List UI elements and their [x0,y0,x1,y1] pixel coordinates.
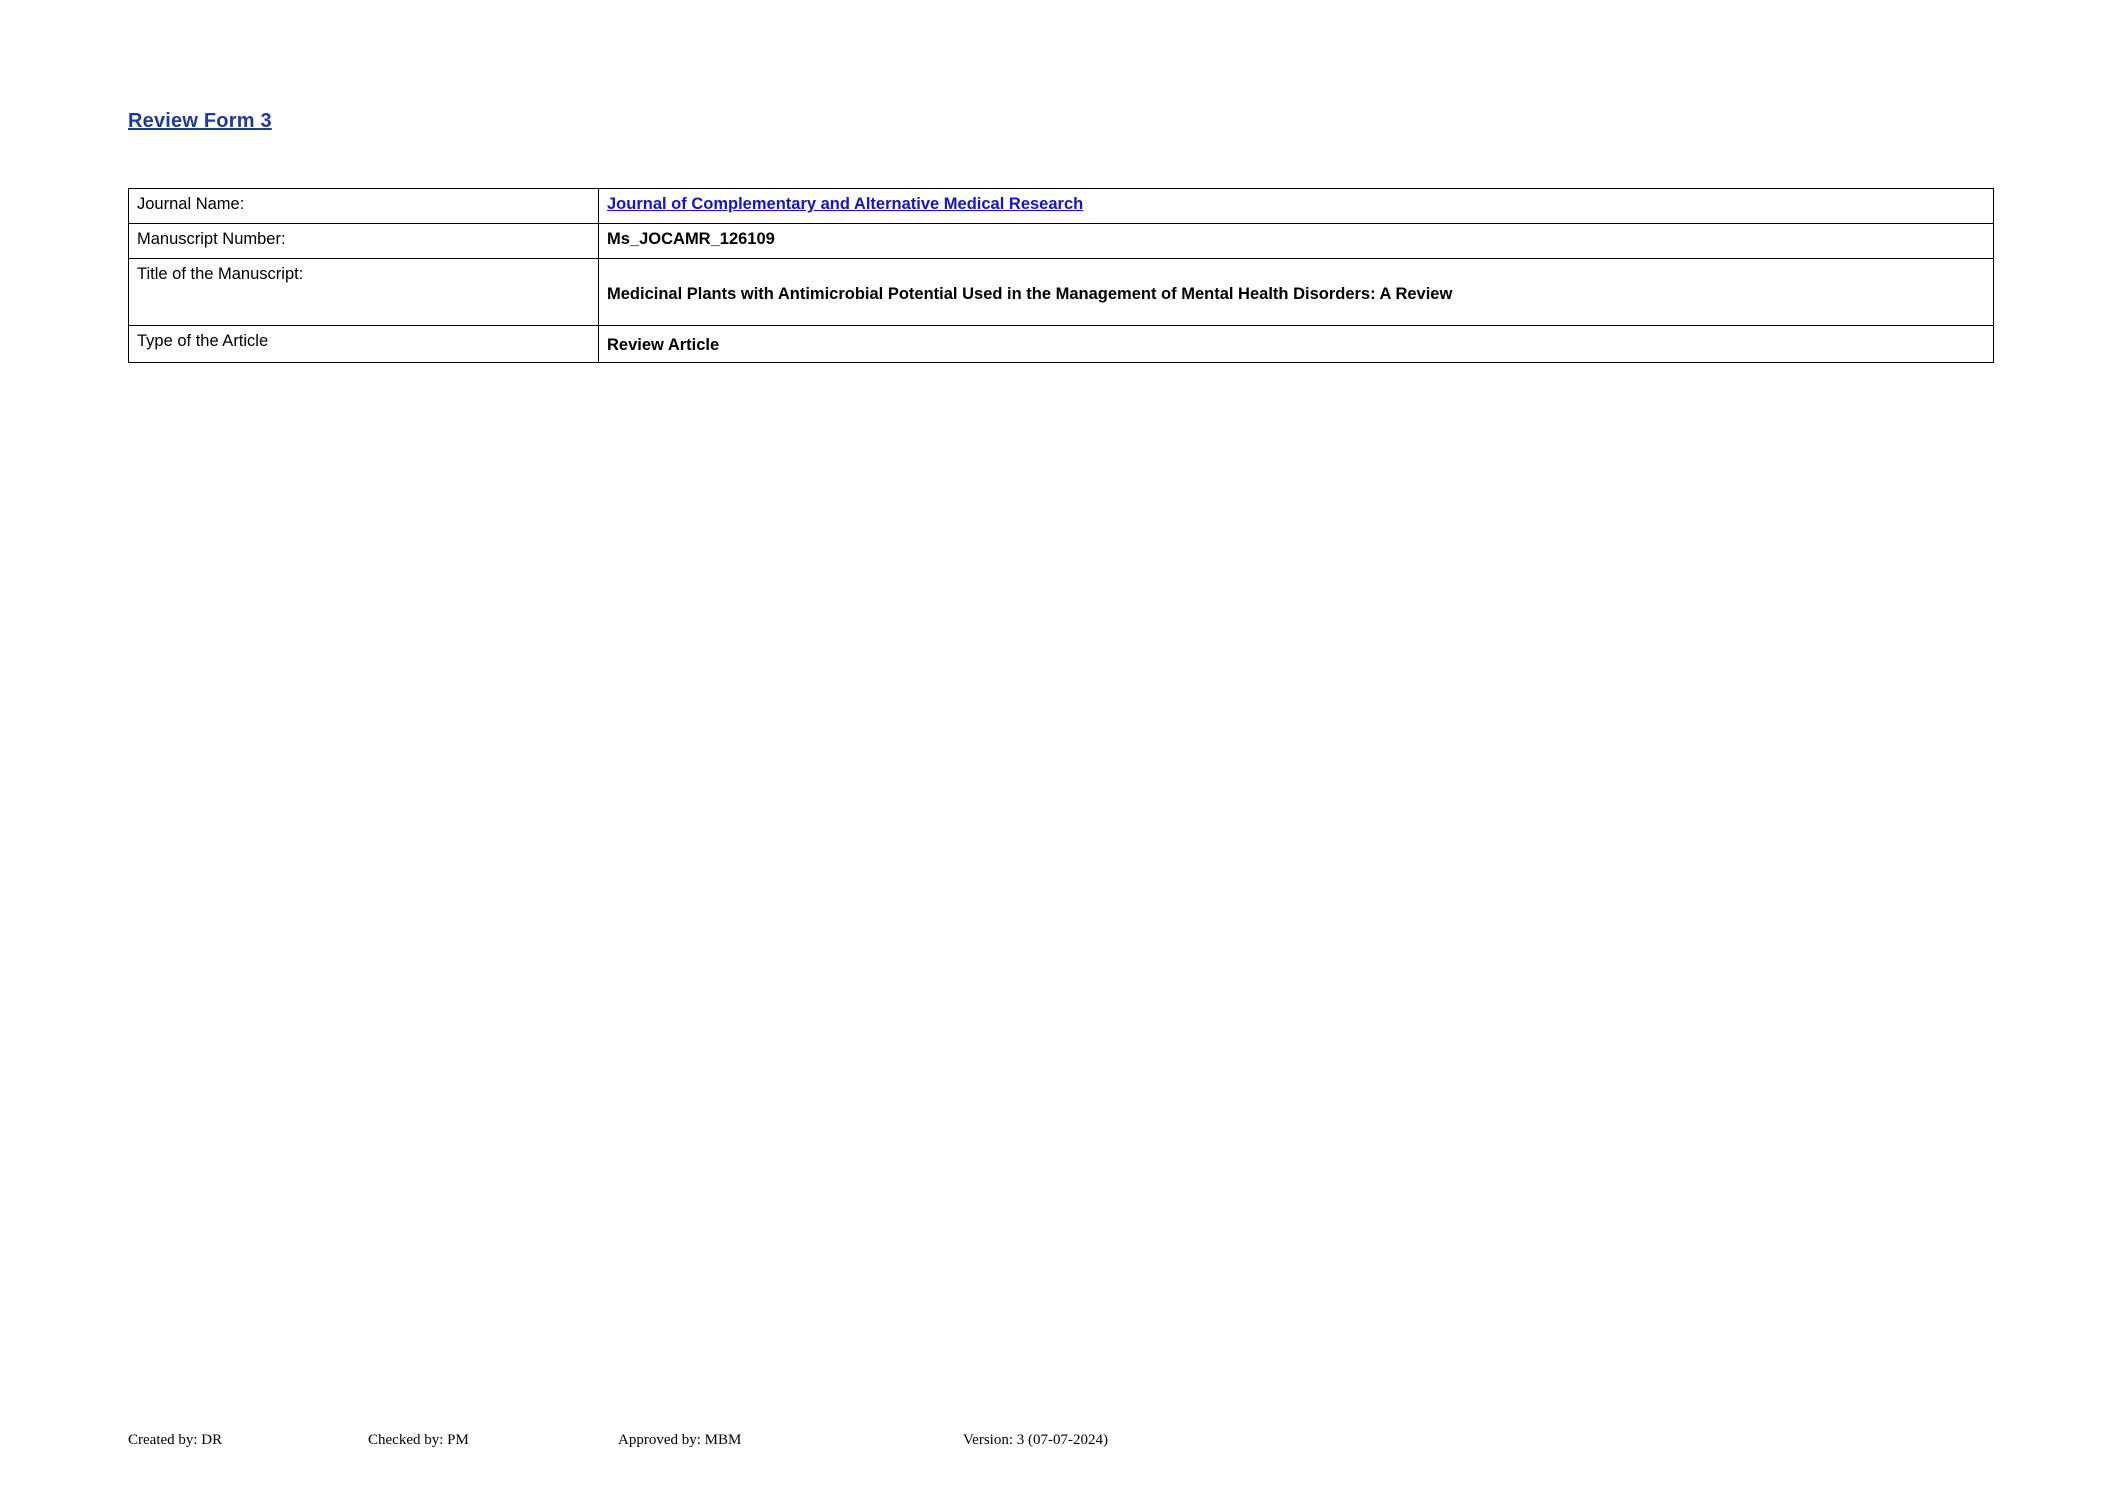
journal-name-link[interactable]: Journal of Complementary and Alternative Medical Research [607,195,1084,213]
article-type-text: Review Article [607,336,720,354]
table-row [129,224,1994,259]
page-footer [128,1432,1228,1449]
article-type-label: Type of the Article [129,326,599,363]
table-row [129,326,1994,363]
manuscript-details-table [128,188,1994,363]
journal-name-label: Journal Name: [129,189,599,224]
footer-version: Version: 3 (07-07-2024) [963,1432,1108,1448]
manuscript-title-label: Title of the Manuscript: [129,259,599,326]
footer-approved-by: Approved by: MBM [618,1432,742,1448]
footer-checked-by: Checked by: PM [368,1432,469,1448]
page-title: Review Form 3 [128,110,272,132]
table-row [129,189,1994,224]
manuscript-number-value: Ms_JOCAMR_126109 [599,224,1994,259]
manuscript-title-text: Medicinal Plants with Antimicrobial Potential Used in the Management of Mental Health Disorders: A Review [607,285,1453,303]
article-type-value [599,326,1994,363]
manuscript-title-value [599,259,1994,326]
footer-created-by: Created by: DR [128,1432,223,1448]
manuscript-number-label: Manuscript Number: [129,224,599,259]
journal-name-value [599,189,1994,224]
table-row [129,259,1994,326]
